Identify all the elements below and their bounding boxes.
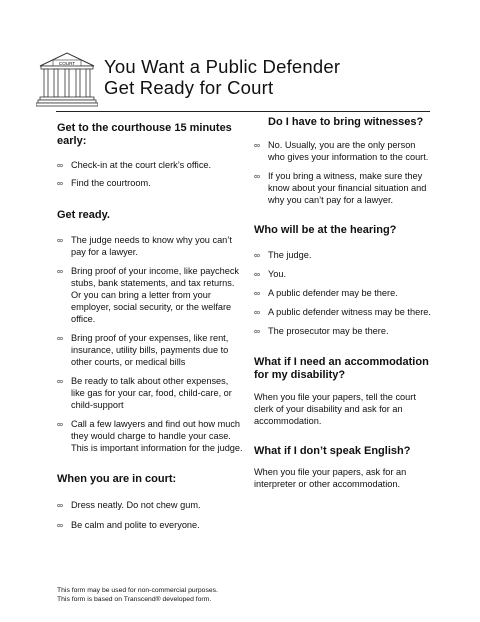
list-item: ∞ Bring proof of your income, like paycheck stubs, bank statements, and tax returns. Or you can bring a letter from your employer, social security, or the welfare office. (57, 266, 240, 324)
bullet-list (254, 249, 434, 337)
bullet-icon: ∞ (57, 500, 64, 510)
section-heading: Get ready. (57, 209, 110, 221)
courthouse-icon (36, 50, 98, 108)
list-item: ∞ Be ready to talk about other expenses, like gas for your car, food, child-care, or child-support (57, 376, 232, 410)
list-item: ∞ Find the courtroom. (57, 178, 151, 188)
bullet-icon: ∞ (57, 419, 64, 429)
list-item: ∞ Bring proof of your expenses, like rent, insurance, utility bills, payments due to other courts, or medical bills (57, 333, 229, 367)
section-text: When you file your papers, ask for an interpreter or other accommodation. (254, 467, 407, 489)
bullet-icon: ∞ (254, 307, 261, 317)
section-heading: When you are in court: (57, 473, 177, 485)
bullet-icon: ∞ (57, 160, 64, 170)
list-item: ∞ Be calm and polite to everyone. (57, 520, 200, 530)
bullet-icon: ∞ (57, 333, 64, 343)
right-column (254, 116, 434, 490)
bullet-icon: ∞ (254, 140, 261, 150)
list-item: ∞ You. (254, 269, 287, 279)
list-item: ∞ A public defender witness may be there. (254, 307, 431, 317)
bullet-icon: ∞ (57, 520, 64, 530)
bullet-list (254, 139, 434, 206)
list-item: ∞ A public defender may be there. (254, 288, 398, 298)
list-item: ∞ Dress neatly. Do not chew gum. (57, 500, 201, 510)
bullet-icon: ∞ (254, 326, 261, 336)
list-item: ∞ The prosecutor may be there. (254, 326, 389, 336)
section-get-ready (57, 209, 243, 454)
bullet-icon: ∞ (254, 250, 261, 260)
bullet-icon: ∞ (254, 288, 261, 298)
page-title (104, 56, 340, 98)
page-footer (57, 587, 317, 604)
section-heading: Get to the courthouse 15 minutes early: (57, 122, 232, 147)
section-heading: What if I need an accommodation for my disability? (254, 356, 429, 381)
bullet-list (57, 234, 243, 454)
court-sign-text: COURT (58, 61, 76, 66)
list-item: ∞ If you bring a witness, make sure they know about your financial situation and why you can’t pay for a lawyer. (254, 171, 427, 205)
footer-line-2: This form is based on Transcend® developed form. (57, 595, 212, 603)
list-item: ∞ Check-in at the court clerk’s office. (57, 160, 212, 170)
section-accommodation (254, 356, 434, 427)
list-item: ∞ Call a few lawyers and find out how much they would charge to handle your case. This is important information for the judge. (57, 419, 243, 453)
list-item: ∞ The judge needs to know why you can’t pay for a lawyer. (57, 235, 232, 257)
header-divider (56, 111, 430, 112)
page-header (36, 46, 456, 116)
section-witnesses (254, 116, 434, 206)
title-line-1: You Want a Public Defender (104, 56, 341, 77)
section-hearing (254, 224, 434, 337)
left-column (57, 122, 243, 531)
section-arrive-early (57, 122, 243, 189)
list-item: ∞ The judge. (254, 250, 312, 260)
bullet-icon: ∞ (254, 269, 261, 279)
title-line-2: Get Ready for Court (104, 77, 274, 98)
section-english (254, 445, 434, 490)
list-item: ∞ No. Usually, you are the only person who gives your information to the court. (254, 140, 429, 162)
section-text: When you file your papers, tell the court clerk of your disability and ask for an accommodation. (254, 392, 416, 426)
section-heading: Who will be at the hearing? (254, 224, 397, 236)
bullet-icon: ∞ (254, 171, 261, 181)
section-heading: Do I have to bring witnesses? (268, 116, 424, 128)
section-heading: What if I don’t speak English? (254, 445, 411, 457)
bullet-icon: ∞ (57, 235, 64, 245)
bullet-icon: ∞ (57, 178, 64, 188)
bullet-icon: ∞ (57, 376, 64, 386)
bullet-list (57, 499, 243, 531)
footer-line-1: This form may be used for non-commercial purposes. (57, 587, 218, 594)
bullet-list (57, 159, 243, 189)
section-in-court (57, 473, 243, 531)
bullet-icon: ∞ (57, 266, 64, 276)
